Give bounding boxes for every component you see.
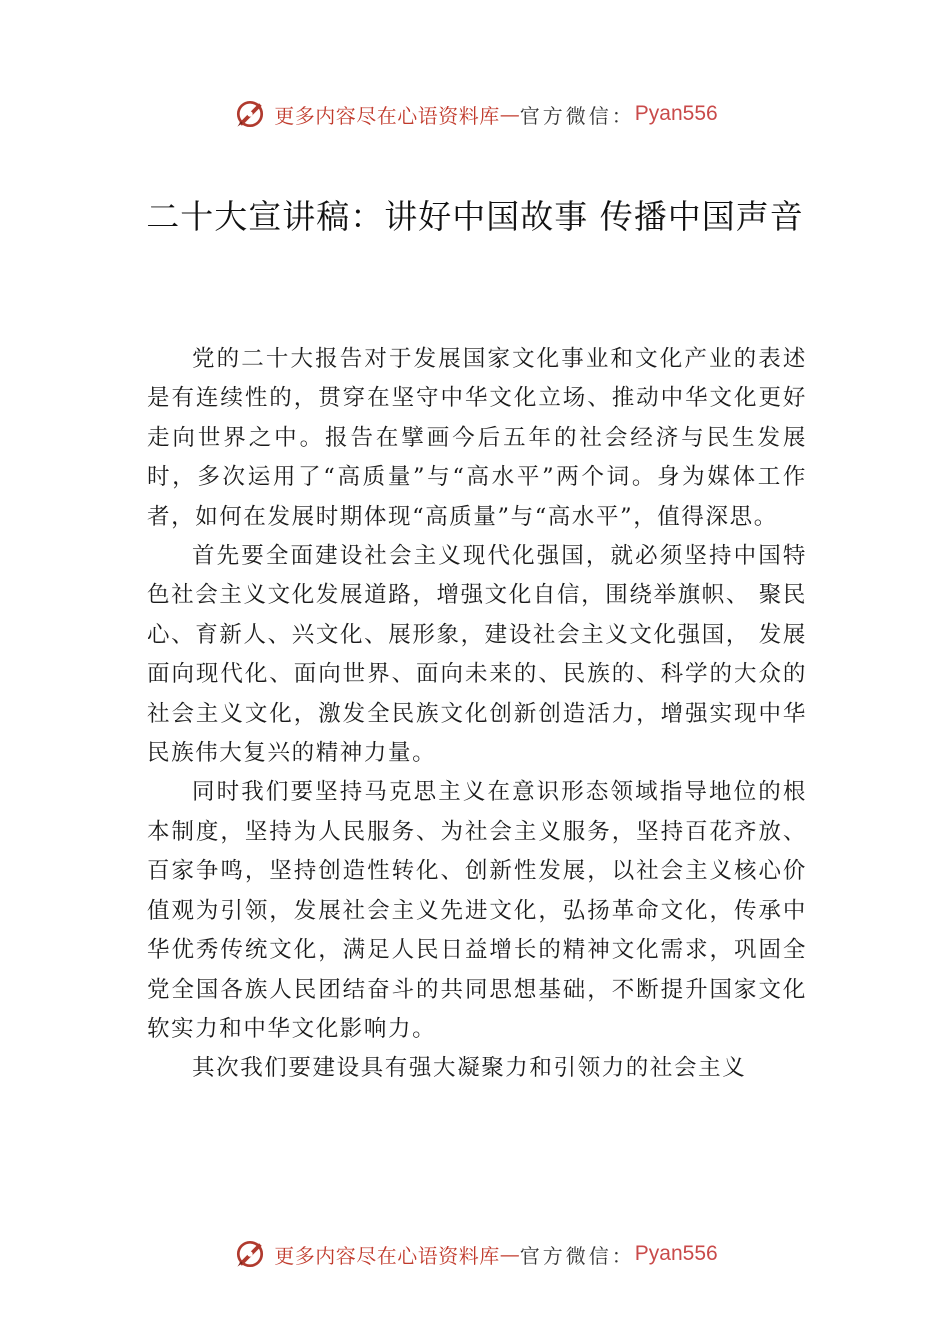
- paragraph-2: 首先要全面建设社会主义现代化强国，就必须坚持中国特色社会主义文化发展道路，增强文化自信，围绕举旗帜、 聚民心、育新人、兴文化、展形象，建设社会主义文化强国， 发展面向现代化、面向世界、面向未来的、民族的、科学的大众的社会主义文化，激发全民族文化创新创造活力，增强实现中华民族伟大复兴的精神力量。: [147, 543, 807, 767]
- header-banner: [0, 92, 950, 136]
- paragraph-1: 党的二十大报告对于发展国家文化事业和文化产业的表述是有连续性的，贯穿在坚守中华文化立场、推动中华文化更好走向世界之中。报告在擘画今后五年的社会经济与民生发展时，多次运用了“高质量”与“高水平”两个词。身为媒体工作者，如何在发展时期体现“高质量”与“高水平”，值得深思。: [147, 346, 807, 530]
- footer-banner: [0, 1232, 950, 1276]
- banner-wechat-id: Pyan556: [634, 102, 718, 125]
- paragraph-4: 其次我们要建设具有强大凝聚力和引领力的社会主义: [192, 1055, 747, 1082]
- banner-dash: —: [499, 102, 520, 126]
- banner-sub-text: 官方微信：: [519, 1243, 635, 1268]
- pen-nib-logo-icon: [232, 96, 268, 132]
- banner-main-text: 更多内容尽在心语资料库: [274, 103, 500, 128]
- document-title: 二十大宣讲稿：讲好中国故事 传播中国声音: [146, 197, 804, 236]
- pen-nib-logo-icon: [232, 1236, 268, 1272]
- banner-dash: —: [499, 1242, 520, 1266]
- banner-main-text: 更多内容尽在心语资料库: [274, 1243, 500, 1268]
- document-body: [147, 340, 807, 1089]
- banner-sub-text: 官方微信：: [519, 103, 635, 128]
- banner-wechat-id: Pyan556: [634, 1242, 718, 1265]
- paragraph-3: 同时我们要坚持马克思主义在意识形态领域指导地位的根本制度，坚持为人民服务、为社会主义服务，坚持百花齐放、百家争鸣，坚持创造性转化、创新性发展，以社会主义核心价值观为引领，发展社会主义先进文化，弘扬革命文化，传承中华优秀传统文化，满足人民日益增长的精神文化需求，巩固全党全国各族人民团结奋斗的共同思想基础，不断提升国家文化软实力和中华文化影响力。: [147, 779, 807, 1042]
